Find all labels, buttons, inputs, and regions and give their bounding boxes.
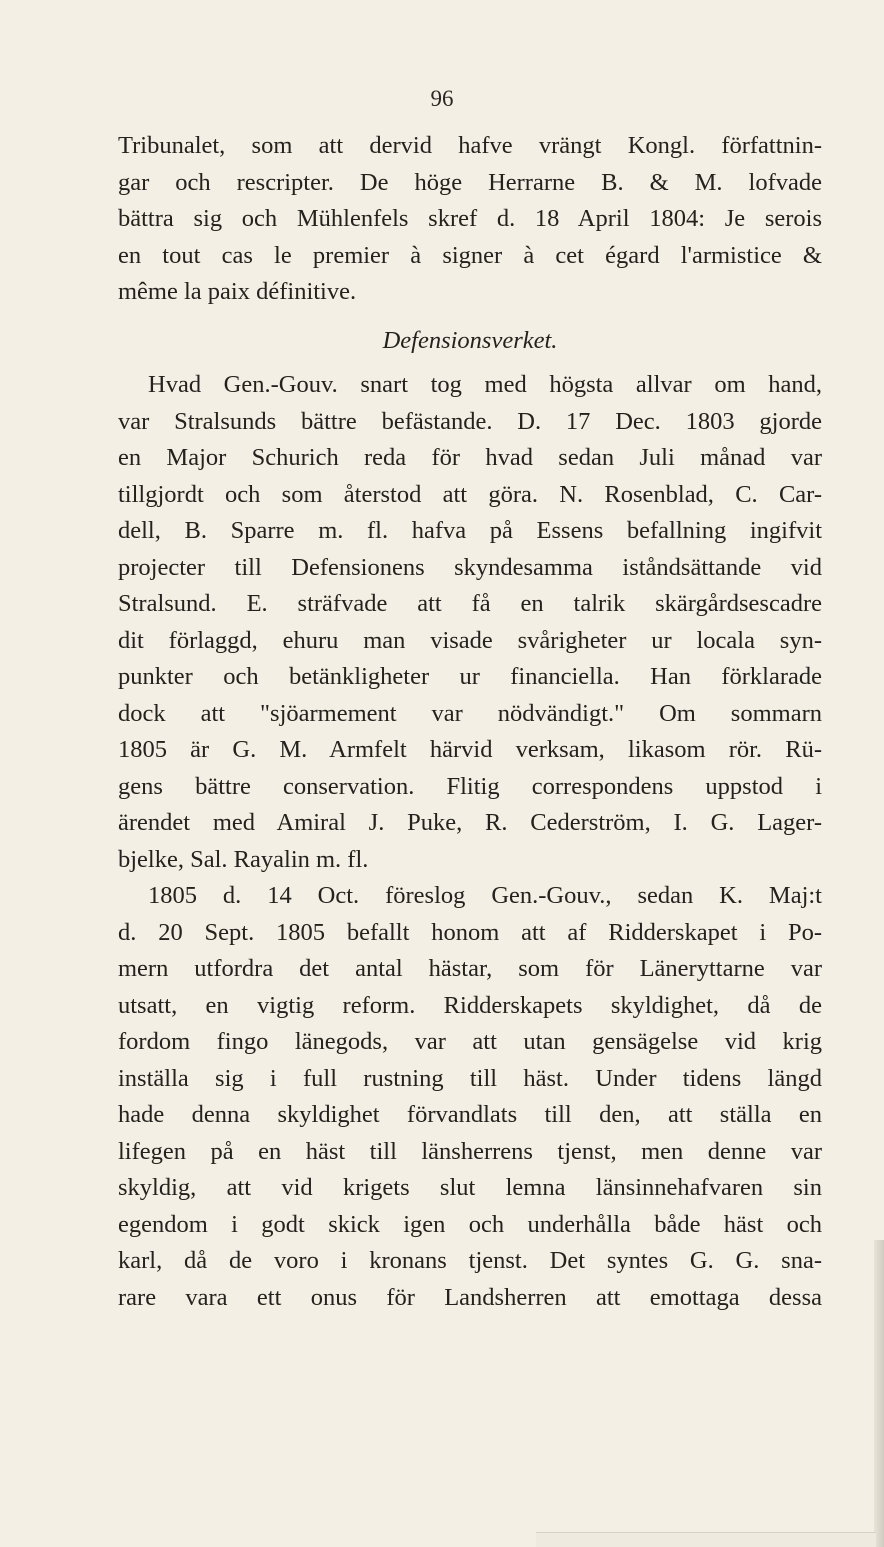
text-line: dock att "sjöarmement var nödvändigt." Om sommarn: [118, 699, 822, 727]
text-line: dit förlaggd, ehuru man visade svårigheter ur locala syn-: [118, 626, 822, 654]
text-line: dell, B. Sparre m. fl. hafva på Essens befallning ingifvit: [118, 517, 822, 544]
text-line: 1805 är G. M. Armfelt härvid verksam, likasom rör. Rü-: [118, 736, 822, 763]
page-number: 96: [430, 86, 454, 111]
text-line: en Major Schurich reda för hvad sedan Juli månad var: [118, 444, 822, 471]
text-line: hade denna skyldighet förvandlats till den, att ställa en: [118, 1101, 822, 1128]
text-line: egendom i godt skick igen och underhålla både häst och: [118, 1210, 822, 1238]
page-edge-bottom: [536, 1532, 876, 1547]
text-line: var Stralsunds bättre befästande. D. 17 Dec. 1803 gjorde: [118, 407, 822, 435]
text-line: 1805 d. 14 Oct. föreslog Gen.-Gouv., sedan K. Maj:t: [148, 882, 822, 909]
text-line: rare vara ett onus för Landsherren att emottaga dessa: [118, 1283, 822, 1311]
text-line: tillgjordt och som återstod att göra. N. Rosenblad, C. Car-: [118, 480, 822, 508]
text-line: gar och rescripter. De höge Herrarne B. & M. lofvade: [118, 168, 822, 196]
text-line: lifegen på en häst till länsherrens tjenst, men denne var: [118, 1137, 822, 1165]
text-line: bättra sig och Mühlenfels skref d. 18 April 1804: Je serois: [118, 205, 822, 232]
text-line: d. 20 Sept. 1805 befallt honom att af Ridderskapet i Po-: [118, 918, 822, 946]
text-line: ärendet med Amiral J. Puke, R. Cederström, I. G. Lager-: [118, 809, 822, 836]
text-line: projecter till Defensionens skyndesamma iståndsättande vid: [118, 553, 822, 581]
text-line: Hvad Gen.-Gouv. snart tog med högsta allvar om hand,: [148, 371, 822, 398]
text-line: inställa sig i full rustning till häst. Under tidens längd: [118, 1064, 822, 1092]
body-text: [118, 128, 822, 1316]
text-line: karl, då de voro i kronans tjenst. Det syntes G. G. sna-: [118, 1247, 822, 1274]
text-line: Stralsund. E. sträfvade att få en talrik skärgårdsescadre: [118, 590, 822, 617]
text-line: mern utfordra det antal hästar, som för Läneryttarne var: [118, 955, 822, 982]
text-line: en tout cas le premier à signer à cet égard l'armistice &: [118, 241, 822, 269]
text-line: bjelke, Sal. Rayalin m. fl.: [118, 845, 369, 873]
text-line: punkter och betänkligheter ur financiella. Han förklarade: [118, 663, 822, 690]
text-line: fordom fingo länegods, var att utan gensägelse vid krig: [118, 1028, 822, 1055]
text-line: même la paix définitive.: [118, 278, 357, 305]
text-line: Tribunalet, som att dervid hafve vrängt Kongl. författnin-: [118, 132, 822, 159]
text-line: skyldig, att vid krigets slut lemna länsinnehafvaren sin: [118, 1174, 822, 1201]
text-line: gens bättre conservation. Flitig correspondens uppstod i: [118, 772, 822, 800]
text-line: utsatt, en vigtig reform. Ridderskapets skyldighet, då de: [118, 991, 822, 1019]
page-edge-shadow: [874, 1240, 884, 1547]
section-heading: Defensionsverket.: [382, 326, 558, 354]
